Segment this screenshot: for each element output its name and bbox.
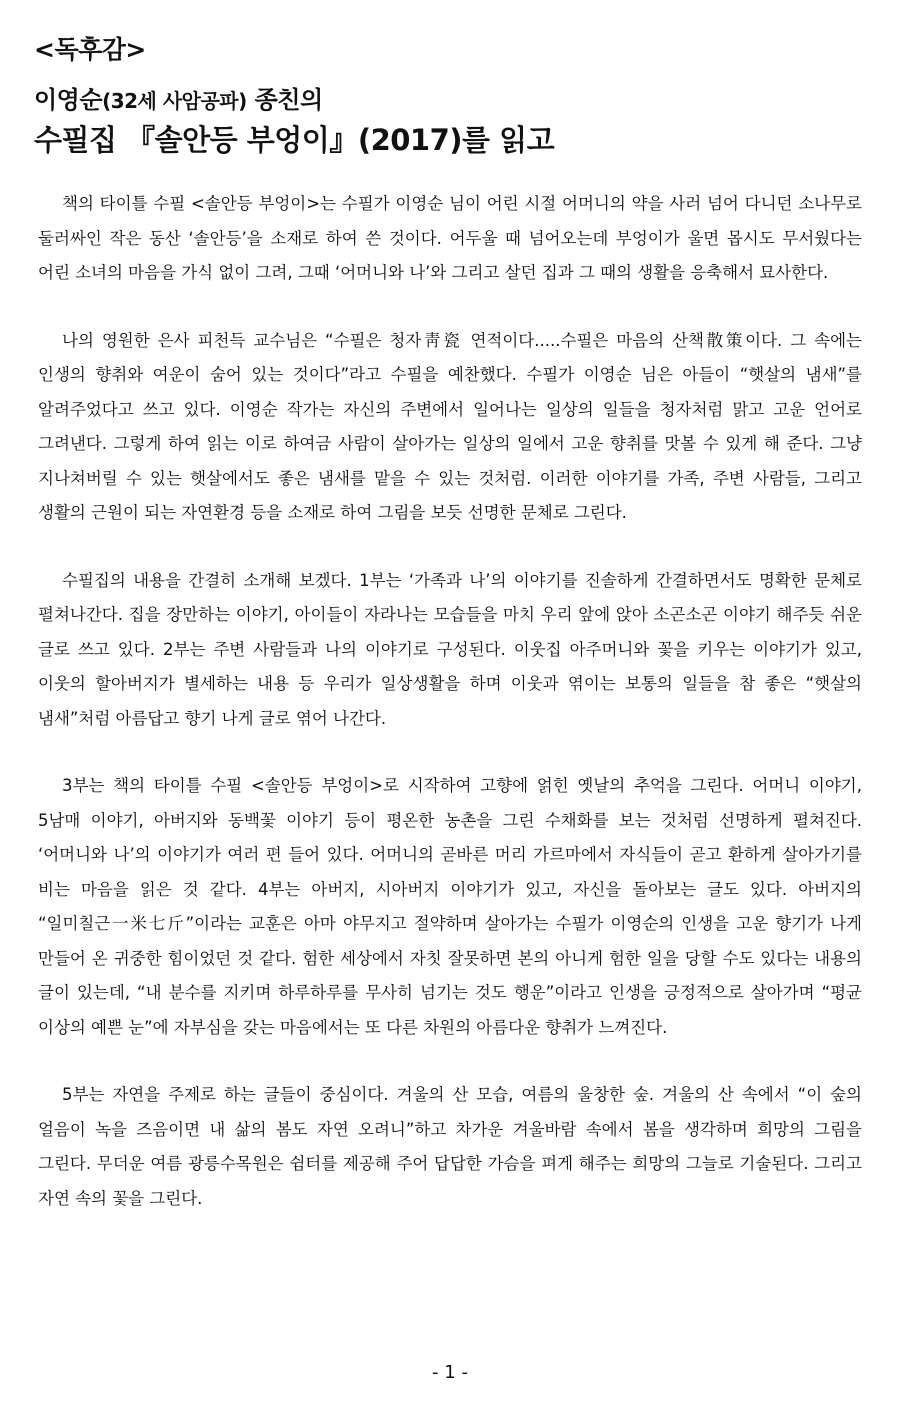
author-name: 이영순 <box>34 86 103 114</box>
author-note: (32세 사암공파) <box>102 89 247 113</box>
paragraph-1: 책의 타이틀 수필 <솔안등 부엉이>는 수필가 이영순 님이 어린 시절 어머니의 약을 사러 넘어 다니던 소나무로 둘러싸인 작은 동산 ‘솔안등’을 소재로 하여 쓴 것이다. 어두울 때 넘어오는데 부엉이가 울면 몹시도 무서웠다는 어린 소녀의 마음을 가식 없이 그려, 그때 ‘어머니와 나’와 그리고 살던 집과 그 때의 생활을 응축해서 묘사한다. <box>38 194 862 282</box>
document-label: <독후감> <box>34 35 146 64</box>
page-number: - 1 - <box>432 1362 468 1383</box>
paragraph-4: 3부는 책의 타이틀 수필 <솔안등 부엉이>로 시작하여 고향에 얽힌 옛날의 추억을 그린다. 어머니 이야기, 5남매 이야기, 아버지와 동백꽃 이야기 등이 평온한 농촌을 그린 수채화를 보는 것처럼 선명하게 펼쳐진다. ‘어머니와 나’의 이야기가 여러 편 들어 있다. 어머니의 곧바른 머리 가르마에서 자식들이 곧고 환하게 살아가기를 비는 마음을 읽은 것 같다. 4부는 아버지, 시아버지 이야기가 있고, 자신을 돌아보는 글도 있다. 아버지의 “일미칠근一米七斤”이라는 교훈은 아마 야무지고 절약하며 살아가는 수필가 이영순의 인생을 고운 향기가 나게 만들어 온 귀중한 힘이었던 것 같다. 험한 세상에서 자칫 잘못하면 본의 아니게 험한 일을 당할 수도 있다는 내용의 글이 있는데, “내 분수를 지키며 하루하루를 무사히 넘기는 것도 행운”이라고 인생을 긍정적으로 살아가며 “평균 이상의 예쁜 눈”에 자부심을 갖는 마음에서는 또 다른 차원의 아름다운 향취가 느껴진다. <box>38 776 862 1037</box>
paragraph-2: 나의 영원한 은사 피천득 교수님은 “수필은 청자靑瓷 연적이다.....수필은 마음의 산책散策이다. 그 속에는 인생의 향취와 여운이 숨어 있는 것이다”라고 수필을 예찬했다. 수필가 이영순 님은 아들이 “햇살의 냄새”를 알려주었다고 쓰고 있다. 이영순 작가는 자신의 주변에서 일어나는 일상의 일들을 청자처럼 맑고 고운 언어로 그려낸다. 그렇게 하여 읽는 이로 하여금 사람이 살아가는 일상의 일에서 고운 향취를 맛볼 수 있게 해 준다. 그냥 지나쳐버릴 수 있는 햇살에서도 좋은 냄새를 맡을 수 있는 것처럼. 이러한 이야기를 가족, 주변 사람들, 그리고 생활의 근원이 되는 자연환경 등을 소재로 하여 그림을 보듯 선명한 문체로 그린다. <box>38 330 862 522</box>
author-suffix: 종친의 <box>254 86 323 114</box>
document-title: 수필집 『솔안등 부엉이』(2017)를 읽고 <box>34 123 555 157</box>
document-body <box>38 187 862 1249</box>
paragraph-5: 5부는 자연을 주제로 하는 글들이 중심이다. 겨울의 산 모습, 여름의 울창한 숲. 겨울의 산 속에서 “이 숲의 얼음이 녹을 즈음이면 내 삶의 봄도 자연 오려니”하고 차가운 겨울바람 속에서 봄을 생각하며 희망의 그림을 그린다. 무더운 여름 광릉수목원은 쉼터를 제공해 주어 답답한 가슴을 펴게 해주는 희망의 그늘로 기술된다. 그리고 자연 속의 꽃을 그린다. <box>38 1085 862 1208</box>
paragraph-3: 수필집의 내용을 간결히 소개해 보겠다. 1부는 ‘가족과 나’의 이야기를 진솔하게 간결하면서도 명확한 문체로 펼쳐나간다. 집을 장만하는 이야기, 아이들이 자라나는 모습들을 마치 우리 앞에 앉아 소곤소곤 이야기 해주듯 쉬운 글로 쓰고 있다. 2부는 주변 사람들과 나의 이야기로 구성된다. 이웃집 아주머니와 꽃을 키우는 이야기가 있고, 이웃의 할아버지가 별세하는 내용 등 우리가 일상생활을 하며 이웃과 엮이는 보통의 일들을 참 좋은 “햇살의 냄새”처럼 아름답고 향기 나게 글로 엮어 나간다. <box>38 570 862 728</box>
author-line <box>34 80 323 115</box>
